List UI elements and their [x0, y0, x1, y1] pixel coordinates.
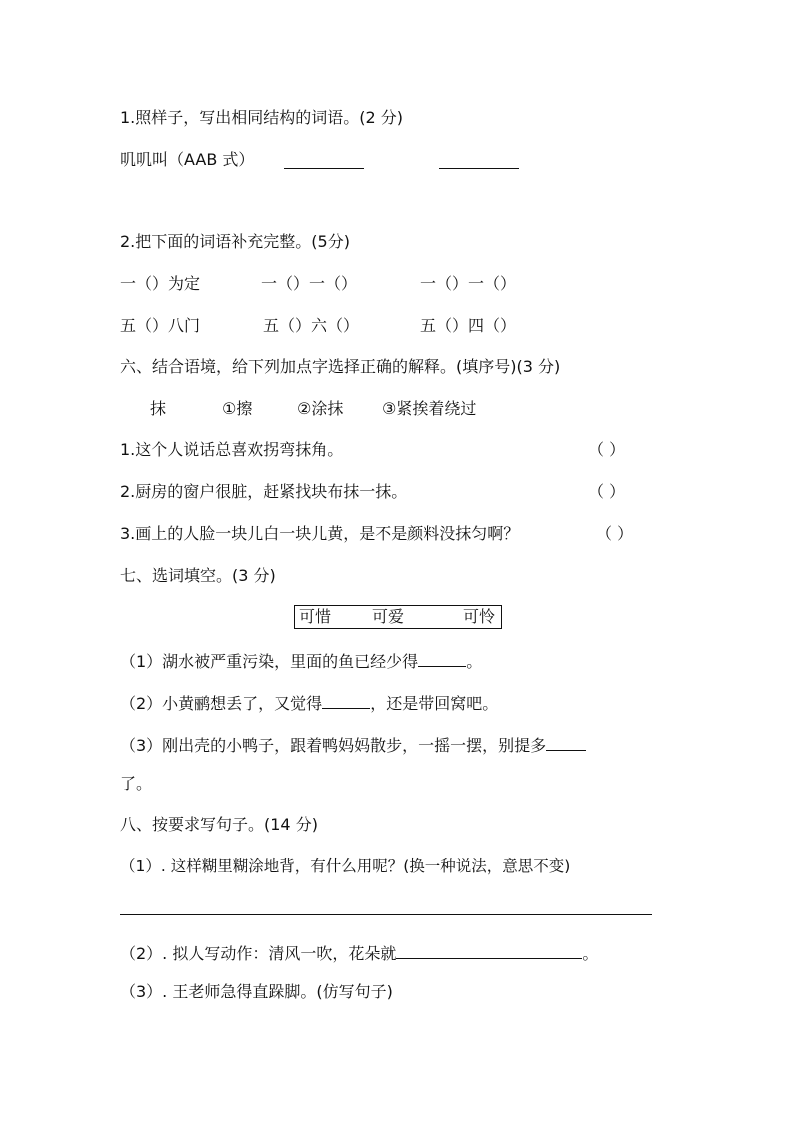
s6-word: 抹 [150, 399, 167, 418]
s6-answer-paren-2[interactable]: （ ） [588, 482, 626, 501]
q1-prompt: 叽叽叫（AAB 式） [120, 150, 255, 169]
s8-blank-2[interactable] [396, 942, 582, 959]
s8-item-2-text: （2）. 拟人写动作：清风一吹，花朵就 [120, 944, 397, 963]
q1-answer-blank-1[interactable] [284, 152, 364, 169]
word-option: 可怜 [463, 607, 496, 626]
s7-blank-3[interactable] [546, 734, 586, 751]
s8-item-2-end: 。 [582, 944, 599, 963]
q2-idiom: 一（）一（） [261, 274, 358, 293]
s8-item-2 [120, 942, 598, 964]
s6-item-2: 2.厨房的窗户很脏，赶紧找块布抹一抹。 [120, 482, 408, 501]
s6-item-3: 3.画上的人脸一块儿白一块儿黄，是不是颜料没抹匀啊？ [120, 524, 520, 543]
s7-item-2-text: （2）小黄鹂想丢了，又觉得 [120, 694, 323, 713]
section-6-title: 六、结合语境，给下列加点字选择正确的解释。(填序号)(3 分) [120, 357, 561, 376]
s6-option: ②涂抹 [297, 399, 344, 418]
q1-title: 1.照样子，写出相同结构的词语。(2 分) [120, 108, 404, 127]
q2-title: 2.把下面的词语补充完整。(5分) [120, 232, 350, 251]
s7-item-1-text: （1）湖水被严重污染，里面的鱼已经少得 [120, 652, 419, 671]
q2-idiom: 一（）一（） [420, 274, 517, 293]
q2-idiom: 五（）四（） [420, 316, 517, 335]
s6-option: ①擦 [222, 399, 253, 418]
s8-item-1: （1）. 这样糊里糊涂地背，有什么用呢？(换一种说法，意思不变) [120, 857, 571, 875]
s6-answer-paren-3[interactable]: （ ） [596, 524, 634, 543]
s7-item-3-cont: 了。 [120, 774, 153, 793]
s7-item-2 [120, 692, 498, 714]
s7-blank-1[interactable] [418, 650, 466, 667]
section-7-title: 七、选词填空。(3 分) [120, 566, 276, 585]
word-option: 可惜 [299, 607, 332, 626]
s7-item-3-text: （3）刚出壳的小鸭子，跟着鸭妈妈散步，一摇一摆，别提多 [120, 736, 547, 755]
q1-answer-blank-2[interactable] [439, 152, 519, 169]
q2-idiom: 一（）为定 [120, 274, 201, 293]
q2-idiom: 五（）八门 [120, 316, 201, 335]
s7-blank-2[interactable] [322, 692, 370, 709]
s7-item-1 [120, 650, 482, 672]
word-option: 可爱 [372, 607, 405, 626]
s6-option: ③紧挨着绕过 [382, 399, 477, 418]
s8-item-3: （3）. 王老师急得直跺脚。(仿写句子) [120, 982, 393, 1001]
s8-answer-line-1[interactable] [120, 914, 652, 915]
q2-idiom: 五（）六（） [263, 316, 360, 335]
s7-item-3 [120, 734, 586, 756]
s6-item-1: 1.这个人说话总喜欢拐弯抹角。 [120, 440, 344, 459]
s6-answer-paren-1[interactable]: （ ） [588, 440, 626, 459]
section-8-title: 八、按要求写句子。(14 分) [120, 815, 318, 834]
s7-item-2-end: ，还是带回窝吧。 [370, 694, 499, 713]
s7-item-1-end: 。 [466, 652, 483, 671]
